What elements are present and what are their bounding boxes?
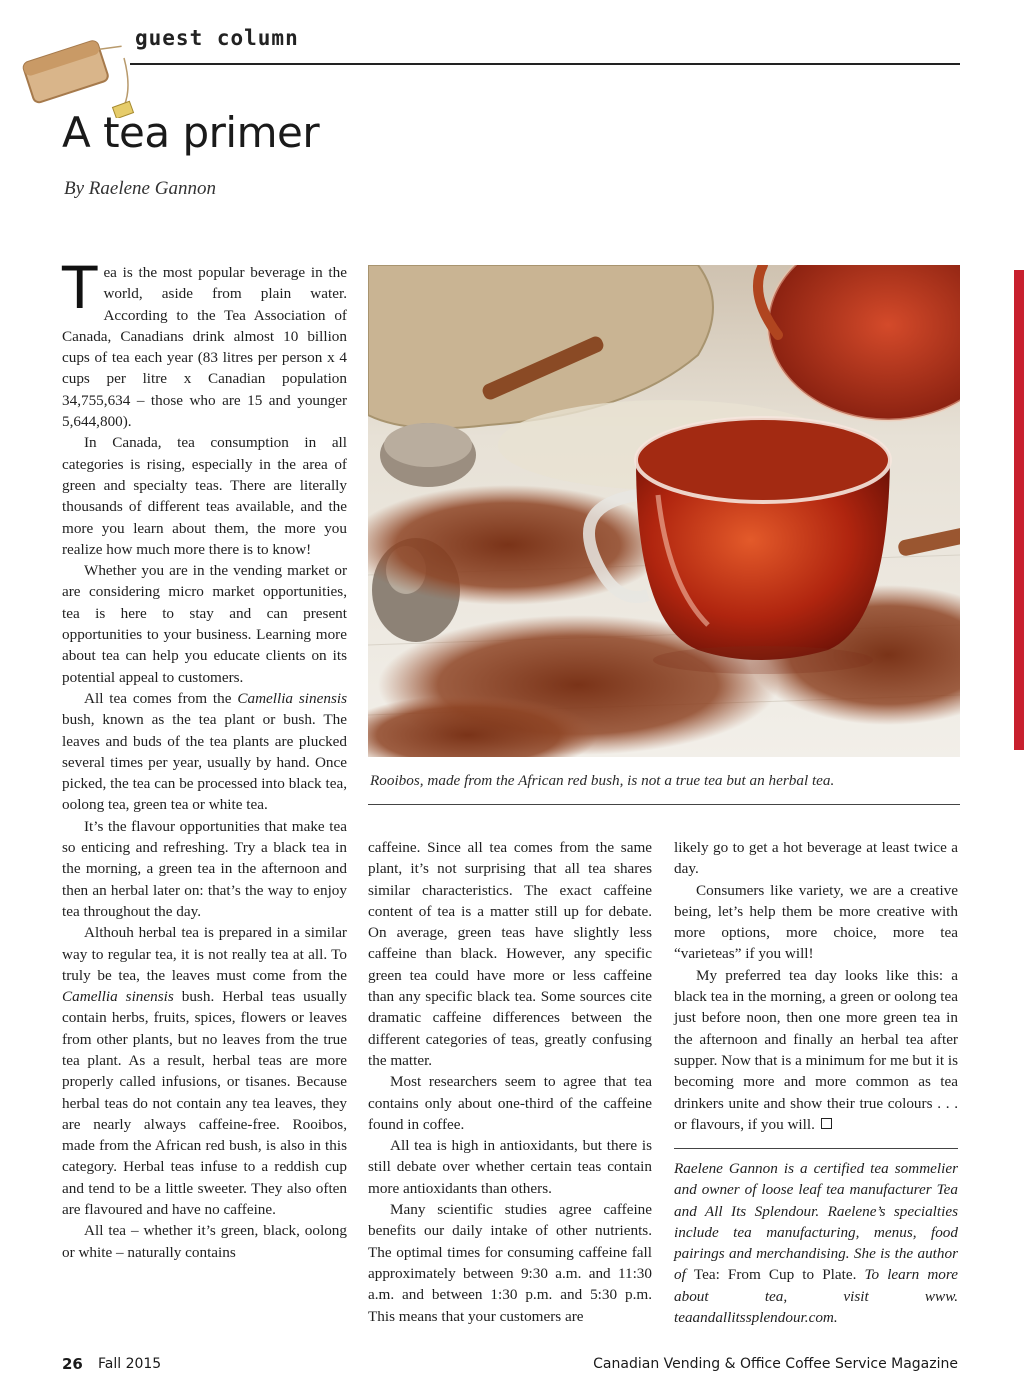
paragraph: Consumers like variety, we are a creative being, let’s help them be more creative with more options, more choice, more tea “varieteas” if you will! xyxy=(674,881,958,963)
paragraph: Many scientific studies agree caffeine benefits our daily intake of other nutrients. The optimal times for consuming caffeine fall approximately between 9:30 a.m. and 11:30 a.m. and between 1:30 p.m. and 5:30 p.m. This means that your customers are xyxy=(368,1201,652,1325)
paragraph: In Canada, tea consumption in all categories is rising, especially in the area of green and specialty teas. There are literally thousands of different teas available, and the more you learn about them, the more you realize how much more there is to know! xyxy=(62,434,347,558)
paragraph: It’s the flavour opportunities that make tea so enticing and refreshing. Try a black tea in the morning, a green tea in the afternoon and then an herbal later on: that’s the way to enjoy tea throughout the day. xyxy=(62,817,347,920)
end-of-article-icon xyxy=(821,1118,832,1129)
magazine-name: Canadian Vending & Office Coffee Service Magazine xyxy=(593,1356,958,1372)
paragraph-text: My preferred tea day looks like this: a black tea in the morning, a green or oolong tea just before noon, then one more green tea in the afternoon and finally an herbal tea after supper. Now that is a minimum for me but it is becoming more and more common as tea drinkers unite and show their true colours . . . or flavours, if you will. xyxy=(674,966,958,1133)
issue-label: Fall 2015 xyxy=(98,1356,162,1372)
rooibos-tea-photo xyxy=(368,265,960,757)
bio-text-part: Raelene Gannon is a certified tea sommelier and owner of loose leaf tea manufacturer Tea and All Its Splendour. Raelene’s specialties include tea manufacturing, menus, food pairings and merchandising. She is the author of xyxy=(674,1160,958,1284)
species-name: Camellia sinensis xyxy=(62,988,174,1006)
article-column-1 xyxy=(62,254,347,1263)
photo-caption: Rooibos, made from the African red bush, is not a true tea but an herbal tea. xyxy=(370,772,835,789)
paragraph-text: ea is the most popular beverage in the world, aside from plain water. According to the Tea Association of Canada, Canadians drink almost 10 billion cups of tea each year (83 litres per person x 4 cups per litre x Canadian population 34,755,634 – those who are 15 and younger 5,644,800). xyxy=(62,264,347,431)
caption-divider xyxy=(368,804,960,805)
paragraph: Most researchers seem to agree that tea contains only about one-third of the caffeine found in coffee. xyxy=(368,1073,652,1133)
paragraph: caffeine. Since all tea comes from the same plant, it’s not surprising that all tea shares similar characteristics. The exact caffeine content of tea is a matter still up for debate. On average, green teas have slightly less caffeine than black. However, any specific green tea could have more or less caffeine than any specific black tea. Some sources cite dramatic caffeine differences between the different categories of teas, greatly confusing the matter. xyxy=(368,839,652,1069)
teabag-icon xyxy=(14,18,144,118)
bio-text-part: To learn more about tea, visit www. teaandallitssplendour.com. xyxy=(674,1266,958,1327)
paragraph-text: bush. Herbal teas usually contain herbs, fruits, spices, flowers or leaves from other plants, but no leaves from the true tea plant. As a result, herbal teas are more properly called infusions, or tisanes. Because herbal teas do not contain any tea leaves, they are nearly always caffeine-free. Rooibos, made from the African red bush, is also in this category. Herbal teas infuse to a reddish cup and tend to be a little sweeter. They also often are flavoured and have no caffeine. xyxy=(62,988,347,1219)
bio-divider xyxy=(674,1148,958,1149)
page-edge-tab xyxy=(1014,270,1024,750)
paragraph-text: bush, known as the tea plant or bush. The leaves and buds of the tea plants are plucked several times per year, usually by hand. Once picked, the tea can be processed into black tea, oolong tea, green tea or white tea. xyxy=(62,711,347,814)
paragraph: All tea – whether it’s green, black, oolong or white – naturally contains xyxy=(62,1222,347,1261)
paragraph xyxy=(674,965,958,1135)
species-name: Camellia sinensis xyxy=(237,689,347,707)
drop-cap: T xyxy=(62,254,98,322)
section-label: guest column xyxy=(135,26,299,50)
paragraph-text: All tea comes from the xyxy=(84,689,238,707)
bio-text xyxy=(674,1158,958,1328)
paragraph: All tea is high in antioxidants, but there is still debate over whether certain teas contain more antioxidants than others. xyxy=(368,1137,652,1197)
paragraph xyxy=(62,922,347,1220)
paragraph: Whether you are in the vending market or are considering micro market opportunities, tea is here to stay and can present opportunities to your business. Learning more about tea can help you educate clients on its potential appeal to customers. xyxy=(62,562,347,686)
paragraph xyxy=(62,688,347,816)
article-column-2 xyxy=(368,837,652,1327)
author-bio xyxy=(674,1158,958,1328)
article-title: A tea primer xyxy=(62,108,320,157)
byline: By Raelene Gannon xyxy=(64,178,216,199)
paragraph xyxy=(62,254,347,432)
paragraph-text: Althouh herbal tea is prepared in a similar way to regular tea, it is not really tea at all. To truly be tea, the leaves must come from the xyxy=(62,924,347,984)
header-divider xyxy=(130,63,960,65)
article-column-3 xyxy=(674,837,958,1135)
book-title: Tea: From Cup to Plate. xyxy=(693,1266,857,1284)
page-number: 26 xyxy=(62,1355,83,1373)
paragraph: likely go to get a hot beverage at least twice a day. xyxy=(674,839,958,878)
